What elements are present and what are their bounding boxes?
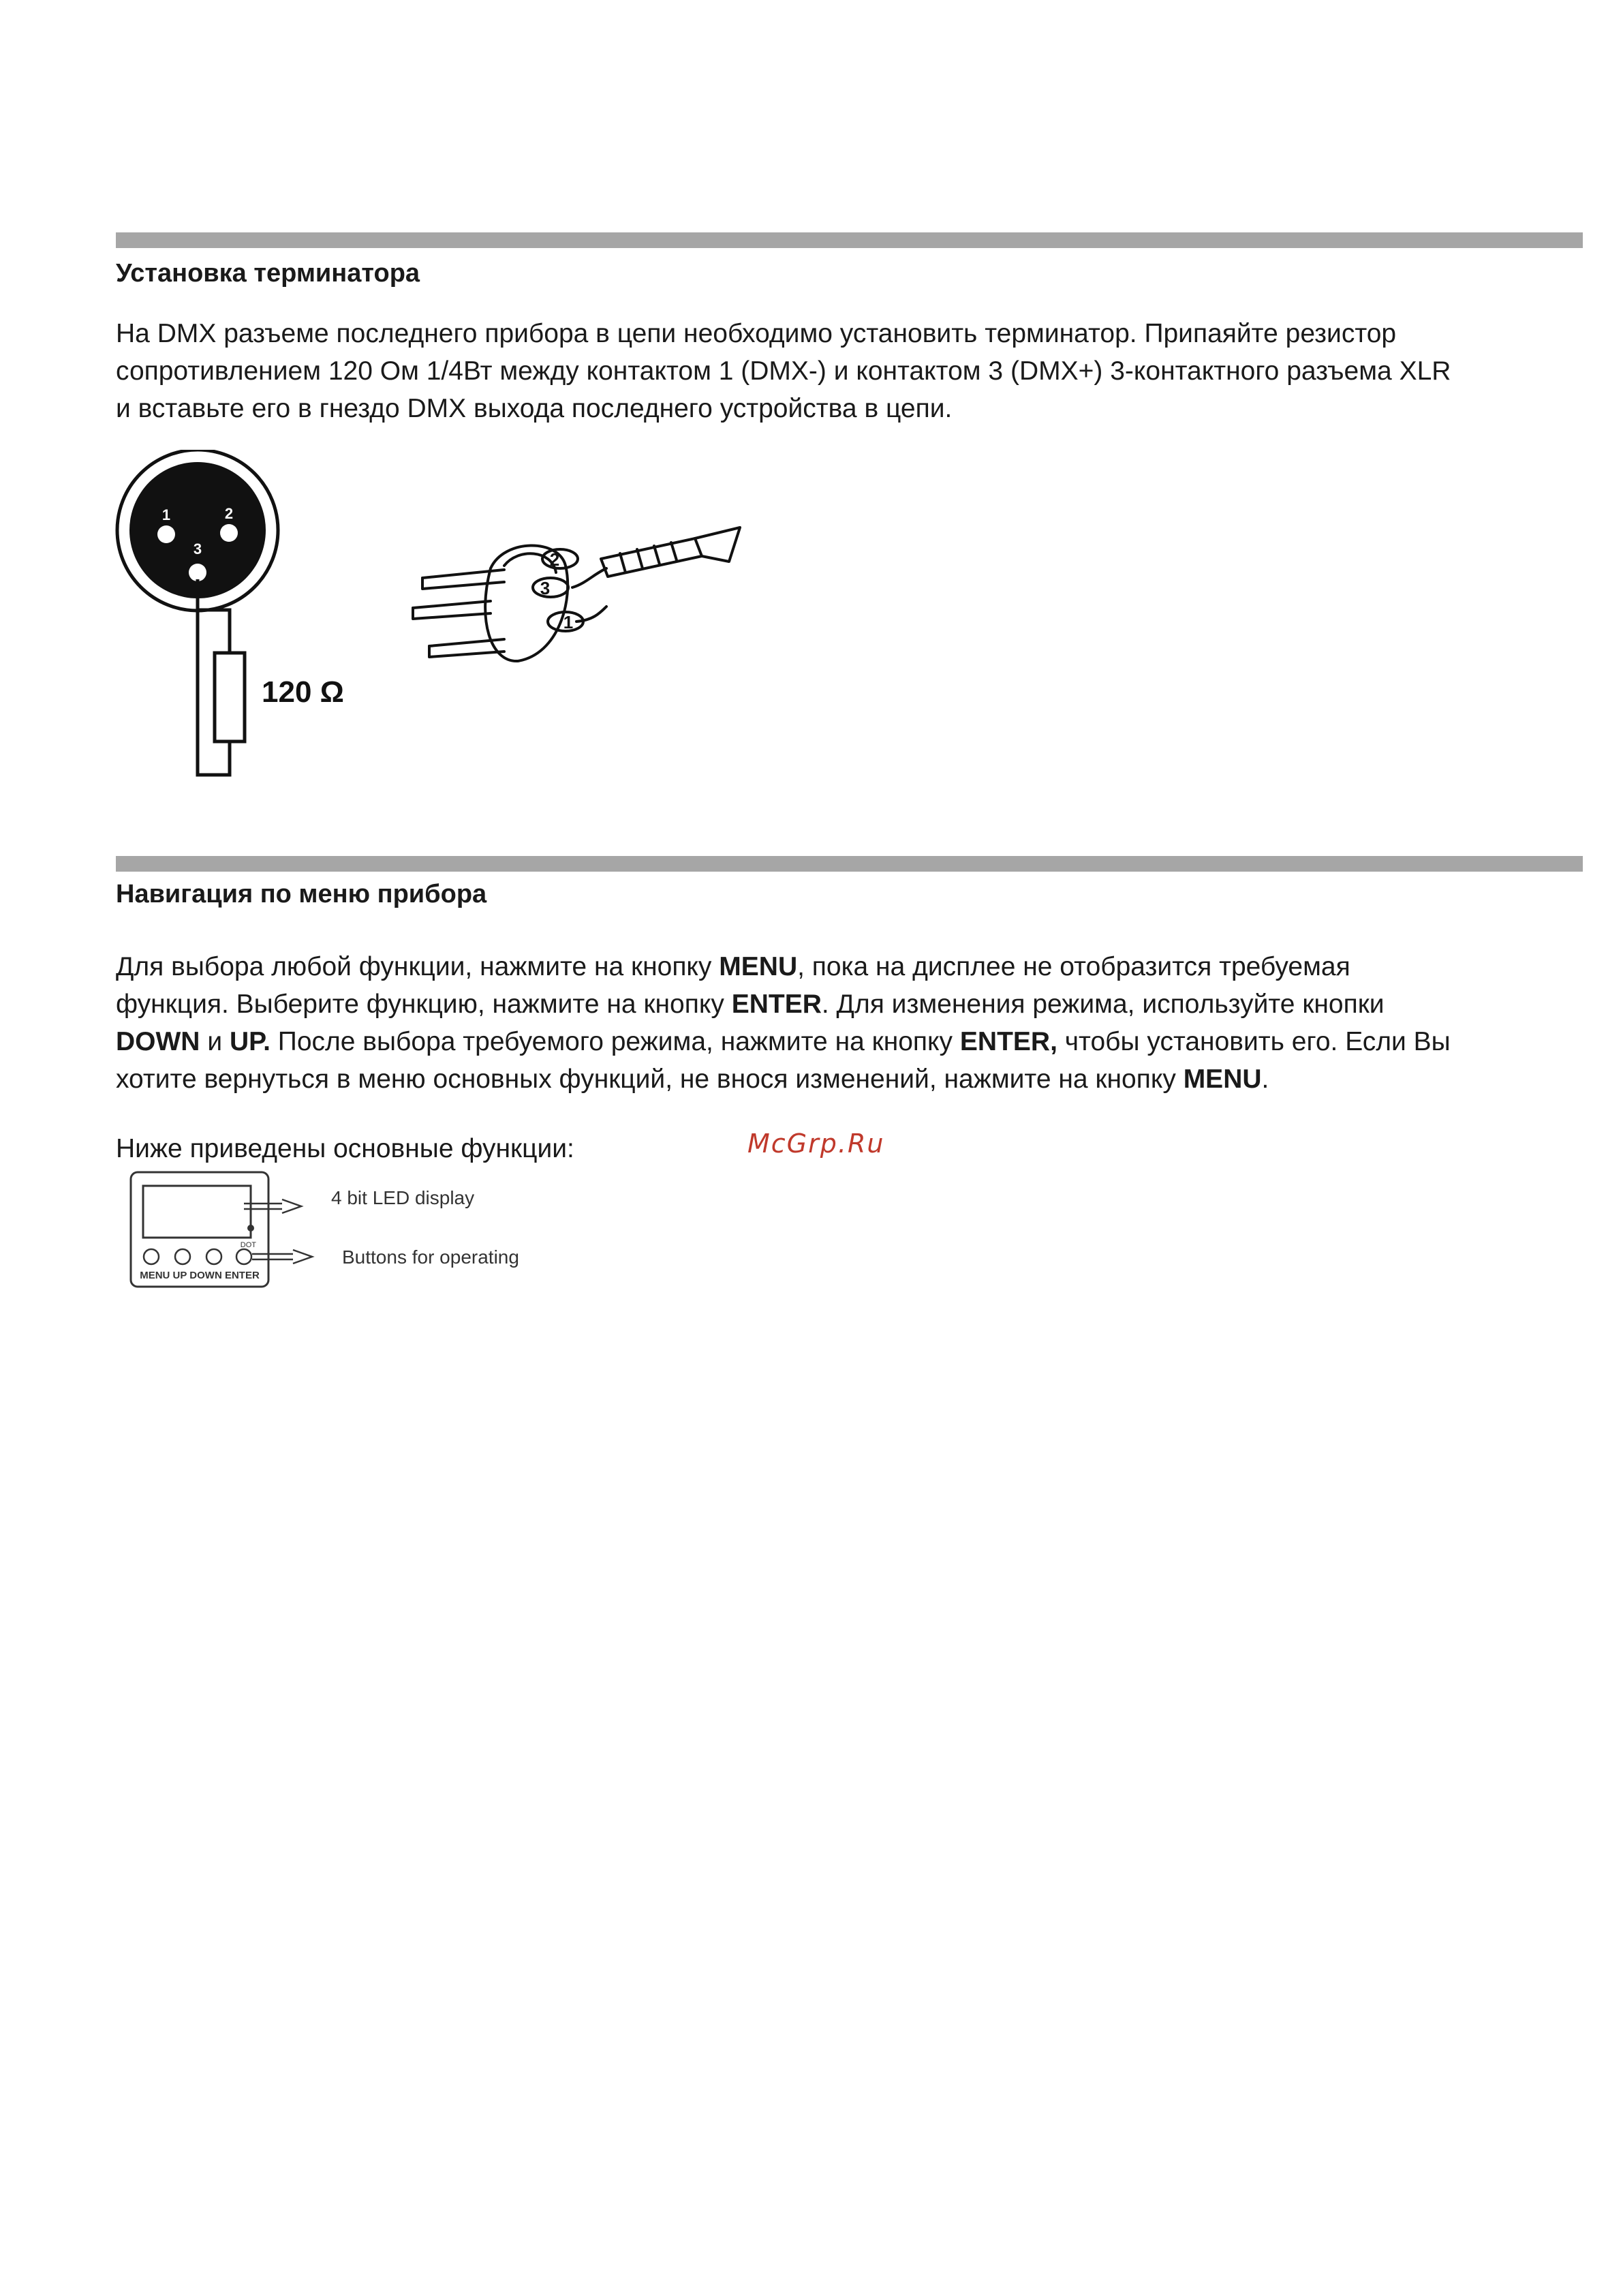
pin-socket-3 [533, 578, 568, 597]
text-line: DOWN и UP. После выбора требуемого режима, нажмите на кнопку ENTER, чтобы установить его. Если Вы [116, 1027, 1451, 1056]
down-button [206, 1249, 221, 1264]
text-line: хотите вернуться в меню основных функций, не внося изменений, нажмите на кнопку MENU. [116, 1065, 1269, 1094]
led-display-label: 4 bit LED display [331, 1187, 475, 1208]
up-button [175, 1249, 190, 1264]
resistor-label: 120 Ω [262, 675, 344, 709]
plug-pin-label-2: 2 [549, 549, 560, 570]
resistor-wire-top [198, 610, 230, 653]
led-display [143, 1186, 251, 1238]
pin-label-2: 2 [224, 505, 234, 522]
section-divider [116, 856, 1583, 872]
text-line: Ниже приведены основные функции: [116, 1134, 574, 1163]
buttons-label: Buttons for operating [342, 1246, 519, 1268]
xlr-plug-sketch [402, 518, 756, 675]
menu-button [144, 1249, 159, 1264]
section-divider [116, 232, 1583, 248]
watermark: McGrp.Ru [747, 1129, 885, 1159]
plug-pin-middle [413, 601, 491, 608]
plug-pin-label-1: 1 [563, 612, 574, 632]
terminator-paragraph [116, 315, 1588, 427]
plug-pin-label-3: 3 [540, 578, 551, 598]
xlr-terminator-diagram [109, 450, 382, 791]
button-names: MENU UP DOWN ENTER [140, 1270, 260, 1281]
resistor-lead [572, 568, 606, 587]
text-line: и вставьте его в гнездо DMX выхода последнего устройства в цепи. [116, 394, 953, 423]
pin-3 [189, 564, 206, 581]
control-panel-diagram [127, 1168, 542, 1291]
resistor-end-lead [695, 527, 740, 562]
pin-2 [220, 524, 238, 542]
enter-button [236, 1249, 251, 1264]
menu-paragraph [116, 948, 1588, 1098]
section-heading-terminator: Установка терминатора [116, 259, 420, 288]
section-heading-menu-navigation: Навигация по меню прибора [116, 880, 487, 908]
pin-1 [157, 525, 175, 543]
pin-label-3: 3 [193, 540, 202, 557]
pin-label-1: 1 [161, 506, 171, 523]
plug-pin-top [422, 570, 504, 578]
dot-label: DOT [240, 1241, 256, 1249]
resistor [215, 653, 245, 741]
text-line: На DMX разъеме последнего прибора в цепи необходимо установить терминатор. Припаяйте резистор [116, 319, 1397, 348]
resistor-sleeve [601, 538, 702, 577]
text-line: сопротивлением 120 Ом 1/4Вт между контактом 1 (DMX-) и контактом 3 (DMX+) 3-контактного разъема XLR [116, 356, 1451, 386]
text-line: Для выбора любой функции, нажмите на кнопку MENU, пока на дисплее не отобразится требуемая [116, 952, 1350, 981]
text-line: функция. Выберите функцию, нажмите на кнопку ENTER. Для изменения режима, используйте кнопки [116, 990, 1385, 1019]
dot-indicator [247, 1225, 254, 1231]
